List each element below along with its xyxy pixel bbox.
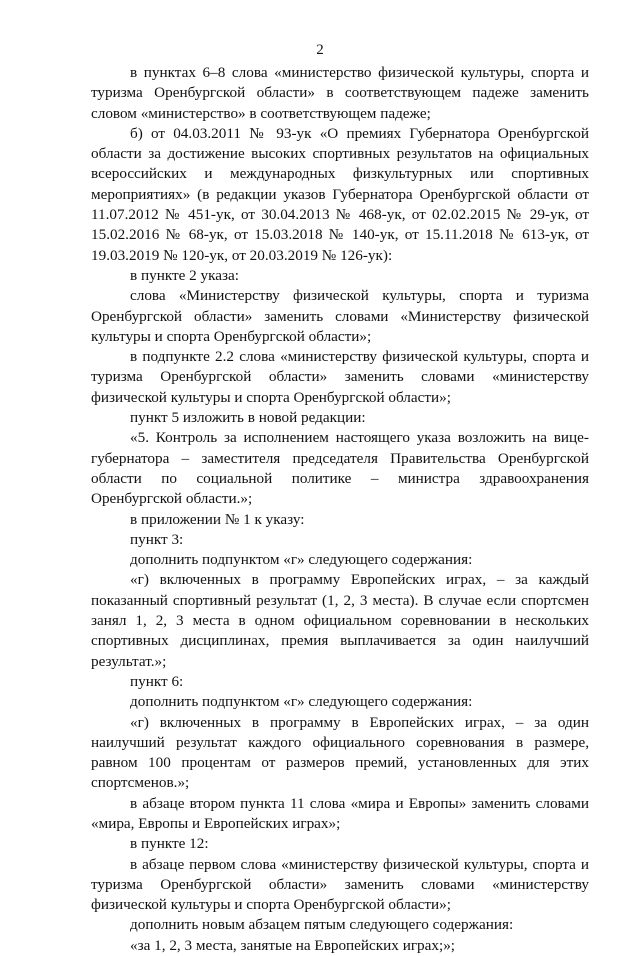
paragraph-14: «г) включенных в программу в Европейских играх, – за один наилучший результат каждого официального соревнования в размере, равном 100 процентам от размеров премий, установленных для этих спортсменов.»; bbox=[91, 713, 589, 792]
paragraph-8: в приложении № 1 к указу: bbox=[130, 510, 305, 528]
page-number: 2 bbox=[316, 42, 324, 58]
paragraph-4: слова «Министерству физической культуры, спорта и туризма Оренбургской области» заменить словами «Министерству физической культуры и спорта Оренбургской области»; bbox=[91, 287, 589, 345]
paragraph-19: «за 1, 2, 3 места, занятые на Европейских играх;»; bbox=[130, 936, 456, 954]
paragraph-7: «5. Контроль за исполнением настоящего указа возложить на вице-губернатора – заместителя председателя Правительства Оренбургской области по социальной политике – министра здравоохранения Оренбургской области.»; bbox=[91, 429, 589, 508]
paragraph-18: дополнить новым абзацем пятым следующего содержания: bbox=[130, 916, 514, 934]
paragraph-16: в пункте 12: bbox=[130, 835, 209, 853]
paragraph-9: пункт 3: bbox=[130, 530, 184, 548]
paragraph-12: пункт 6: bbox=[130, 672, 184, 690]
paragraph-2: б) от 04.03.2011 № 93-ук «О премиях Губернатора Оренбургской области за достижение высоких спортивных результатов на официальных всероссийских и международных физкультурных или спортивных мероприятиях» (в редакции указов Губернатора Оренбургской области от 11.07.2012 № 451-ук, от 30.04.2013 № 468-ук, от 02.02.2015 № 29-ук, от 15.02.2016 № 68-ук, от 15.03.2018 № 140-ук, от 15.11.2018 № 613-ук, от 19.03.2019 № 120-ук, от 20.03.2019 № 126-ук): bbox=[91, 124, 589, 264]
paragraph-6: пункт 5 изложить в новой редакции: bbox=[130, 409, 366, 427]
paragraph-3: в пункте 2 указа: bbox=[130, 266, 240, 284]
paragraph-5: в подпункте 2.2 слова «министерству физической культуры, спорта и туризма Оренбургской области» заменить словами «министерству физической культуры и спорта Оренбургской области»; bbox=[91, 348, 589, 406]
paragraph-13: дополнить подпунктом «г» следующего содержания: bbox=[130, 693, 473, 711]
paragraph-1: в пунктах 6–8 слова «министерство физической культуры, спорта и туризма Оренбургской области» в соответствующем падеже заменить словом «министерство» в соответствующем падеже; bbox=[91, 64, 589, 122]
paragraph-15: в абзаце втором пункта 11 слова «мира и Европы» заменить словами «мира, Европы и Европейских играх»; bbox=[91, 794, 589, 832]
paragraph-11: «г) включенных в программу Европейских играх, – за каждый показанный спортивный результат (1, 2, 3 места). В случае если спортсмен занял 1, 2, 3 места в одном официальном соревновании в нескольких спортивных дисциплинах, премия выплачивается за один наилучший результат.»; bbox=[91, 571, 589, 670]
paragraph-10: дополнить подпунктом «г» следующего содержания: bbox=[130, 551, 473, 569]
document-body bbox=[91, 63, 589, 956]
paragraph-17: в абзаце первом слова «министерству физической культуры, спорта и туризма Оренбургской области» заменить словами «министерству физической культуры и спорта Оренбургской области»; bbox=[91, 855, 589, 914]
